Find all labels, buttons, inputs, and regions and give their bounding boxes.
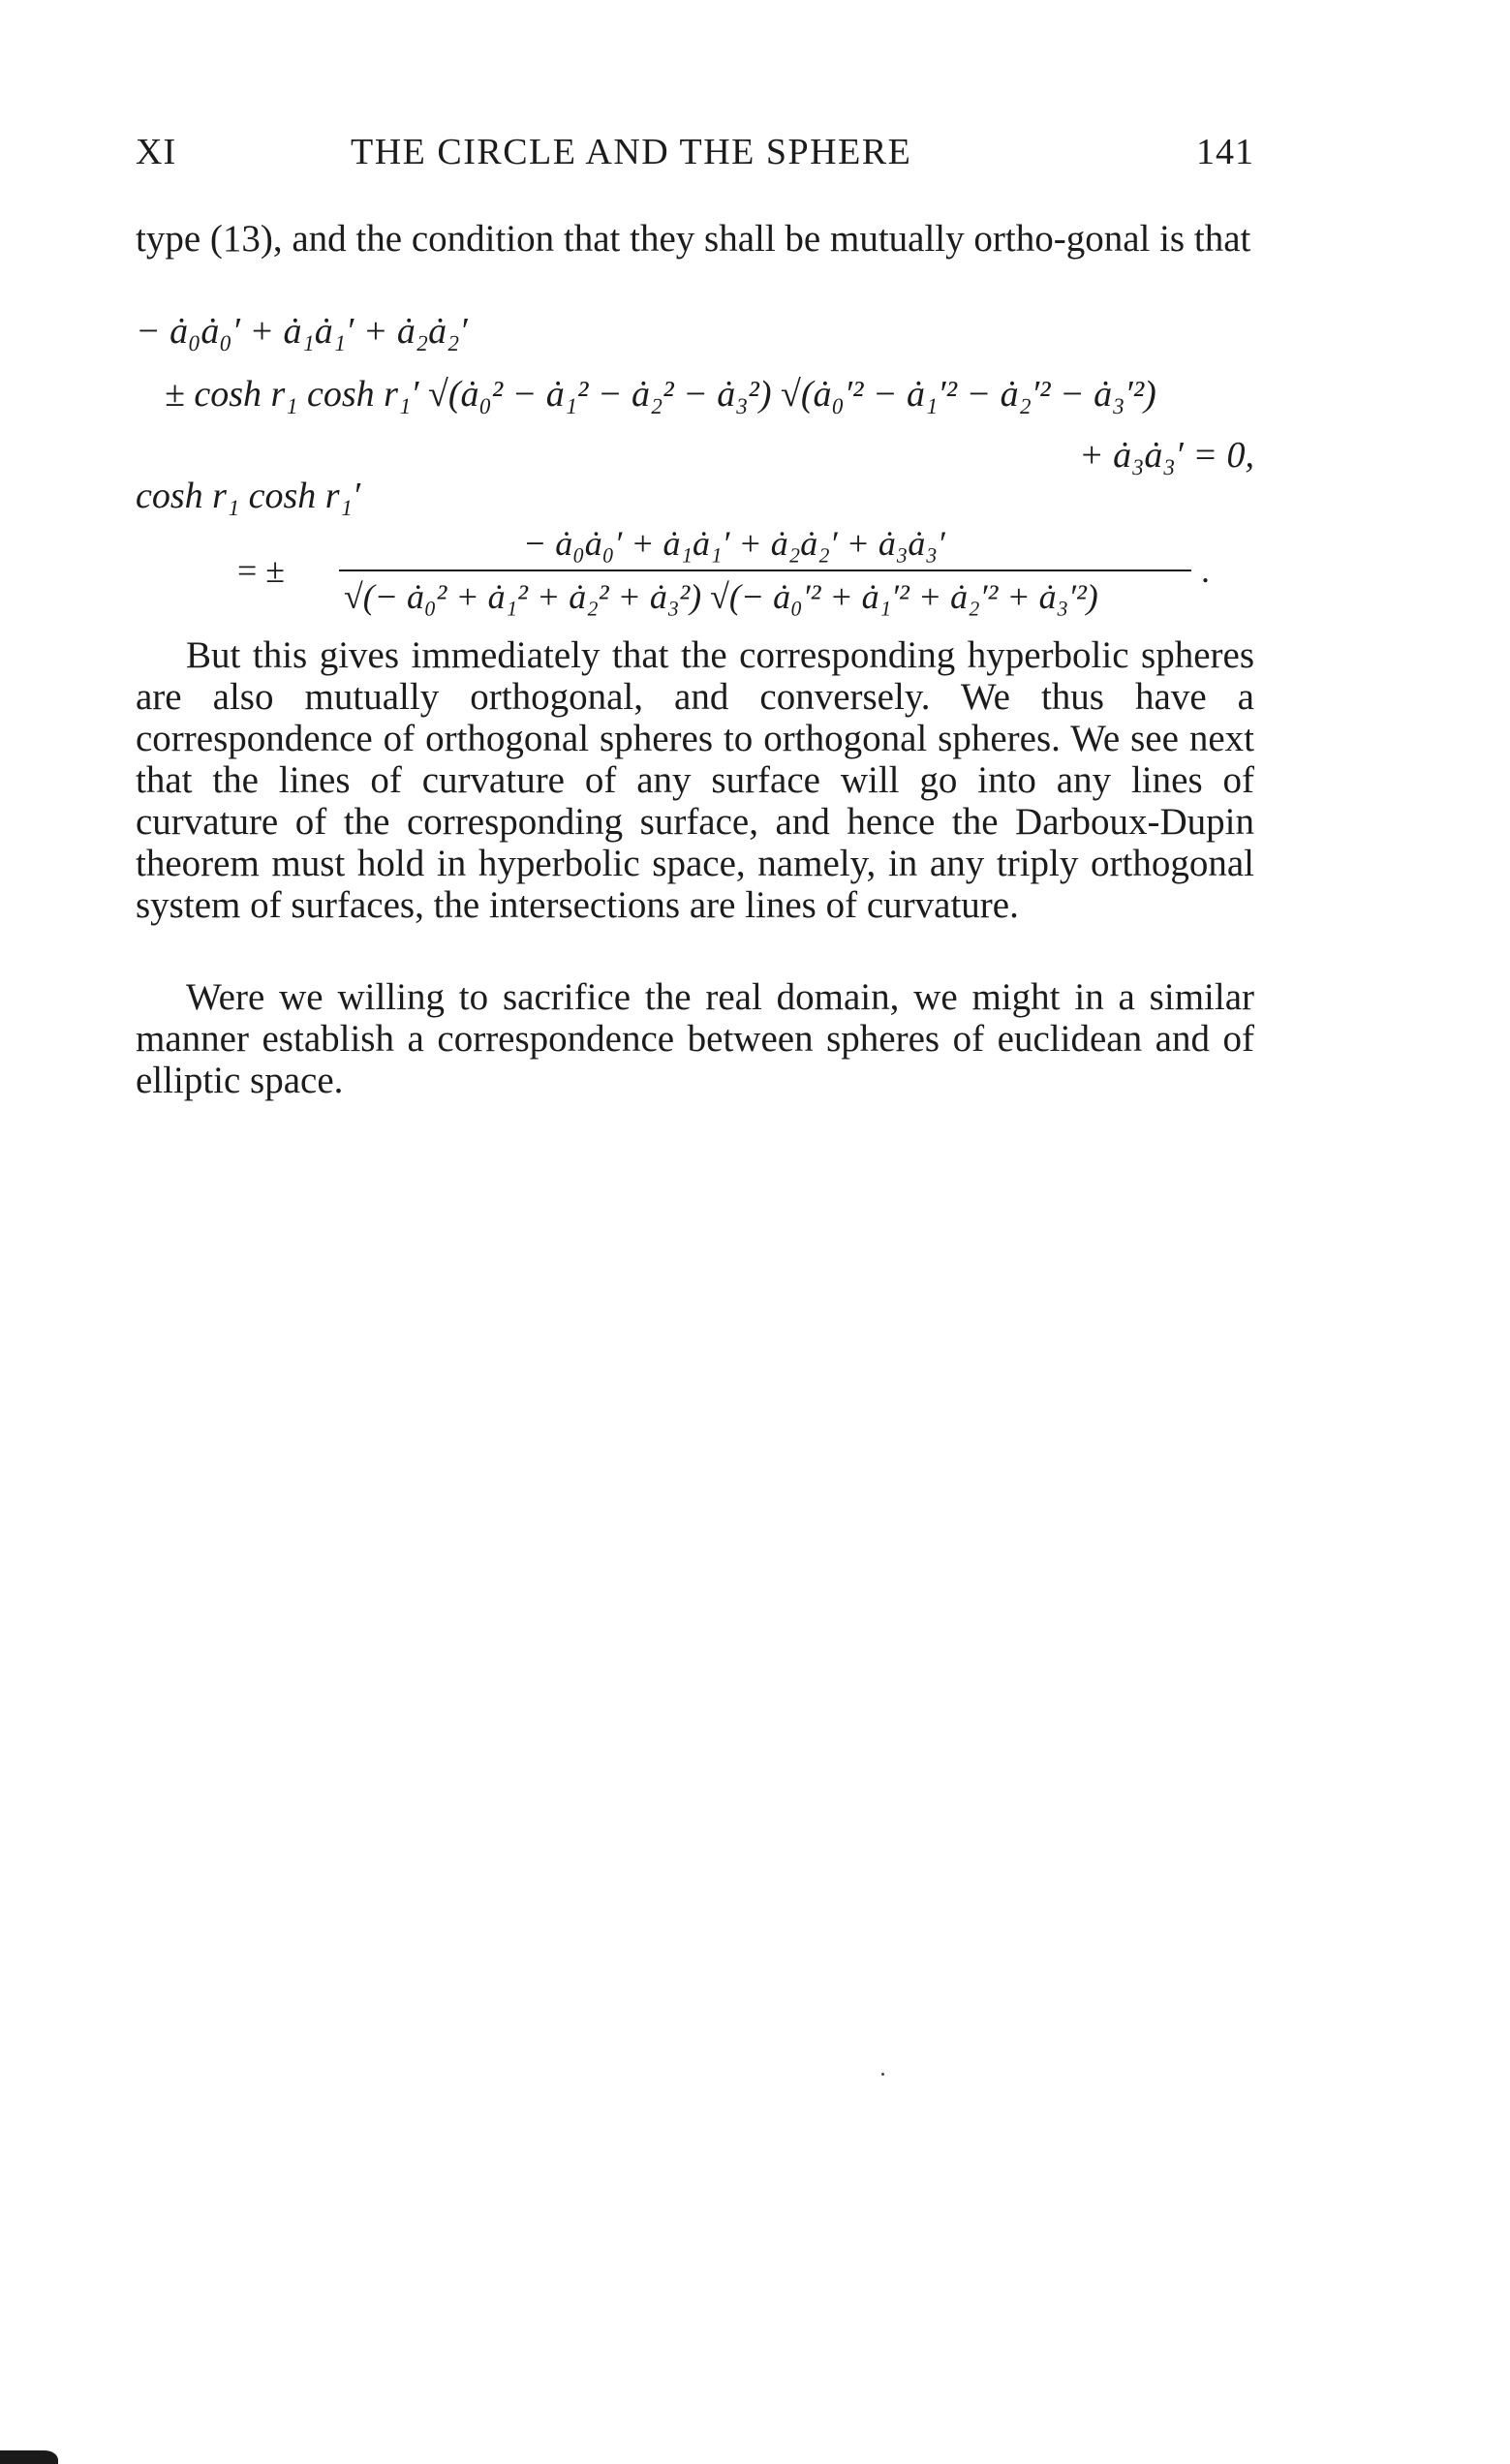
equation-line-2: ± cosh r₁ cosh r₁′ √(ȧ₀² − ȧ₁² − ȧ₂² − ȧ₃²) √(ȧ₀′² − ȧ₁′² − ȧ₂′² − ȧ₃′²) [165,374,1156,415]
chapter-title: THE CIRCLE AND THE SPHERE [351,132,912,172]
paragraph-orthogonal: But this gives immediately that the corresponding hyperbolic spheres are also mutually orthogonal, and conversely. We thus have a correspondence of orthogonal spheres to orthogonal spheres. We see next that the lines of curvature of any surface will go into any lines of curvature of the corresponding surface, and hence the Darboux-Dupin theorem must hold in hyperbolic space, namely, in any triply orthogonal system of surfaces, the intersections are lines of curvature. [136,634,1254,926]
fraction-equation [237,523,1210,625]
scan-speck [881,2073,884,2076]
running-head [136,131,1254,179]
scan-edge-mark [0,2450,58,2464]
fraction-period: . [1201,551,1210,590]
fraction-lhs: = ± [237,551,286,590]
equation-line-3: + ȧ₃ȧ₃′ = 0, [1078,435,1254,476]
fraction-bar [339,570,1191,571]
fraction-denominator: √(− ȧ₀² + ȧ₁² + ȧ₂² + ȧ₃²) √(− ȧ₀′² + ȧ₁′² + ȧ₂′² + ȧ₃′²) [344,577,1098,616]
equation-line-1: − ȧ₀ȧ₀′ + ȧ₁ȧ₁′ + ȧ₂ȧ₂′ [136,311,468,352]
fraction-numerator: − ȧ₀ȧ₀′ + ȧ₁ȧ₁′ + ȧ₂ȧ₂′ + ȧ₃ȧ₃′ [523,524,945,563]
chapter-number: XI [136,132,177,172]
page-number: 141 [1196,132,1254,172]
equation-line-4: cosh r₁ cosh r₁′ [136,476,361,516]
paragraph-elliptic: Were we willing to sacrifice the real domain, we might in a similar manner establish a correspondence between spheres of euclidean and of elliptic space. [136,976,1254,1101]
paragraph-intro: type (13), and the condition that they shall be mutually ortho-gonal is that [136,218,1251,260]
